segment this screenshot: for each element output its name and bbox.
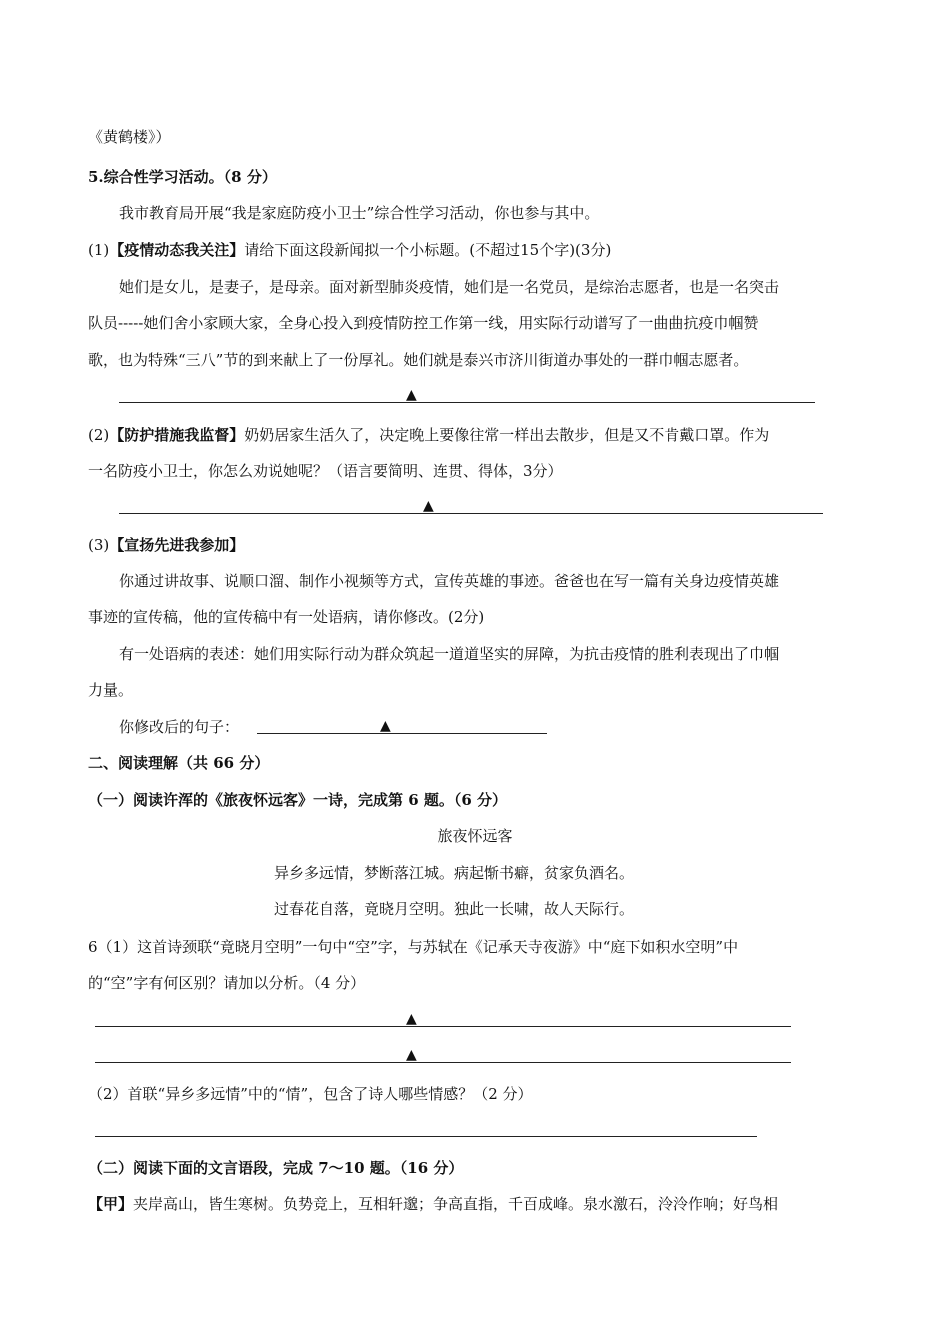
- section-2-title: 二、阅读理解（共 66 分）: [88, 754, 270, 772]
- answer-marker-icon: ▲: [380, 718, 391, 734]
- q5-3-heading: [88, 535, 244, 555]
- answer-marker-icon: ▲: [406, 387, 417, 403]
- poem-line-1: 异乡多远情，梦断落江城。病起惭书癖，贫家负酒名。: [274, 864, 635, 882]
- passage-jia-line-1: [88, 1194, 778, 1214]
- q6-2-prompt: （2）首联“异乡多远情”中的“情”，包含了诗人哪些情感？（2 分）: [88, 1085, 533, 1103]
- part-2-title: （二）阅读下面的文言语段，完成 7～10 题。（16 分）: [88, 1159, 464, 1177]
- q5-1-answer-line[interactable]: [119, 402, 815, 403]
- news-line-2: 队员-----她们舍小家顾大家，全身心投入到疫情防控工作第一线，用实际行动谱写了一曲曲抗疫巾帼赞: [88, 314, 759, 332]
- q6-1-line-1: 6（1）这首诗颈联“竟晓月空明”一句中“空”字，与苏轼在《记承天寺夜游》中“庭下如积水空明”中: [88, 938, 739, 956]
- q5-3-text-line-1: 你通过讲故事、说顺口溜、制作小视频等方式，宣传英雄的事迹。爸爸也在写一篇有关身边疫情英雄: [119, 572, 780, 590]
- sick-sentence-line-2: 力量。: [88, 681, 134, 699]
- q5-2-number: (2): [88, 426, 110, 444]
- answer-marker-icon: ▲: [406, 1011, 417, 1027]
- revise-label: 你修改后的句子：: [119, 718, 240, 736]
- news-line-3: 歌，也为特殊“三八”节的到来献上了一份厚礼。她们就是泰兴市济川街道办事处的一群巾帼志愿者。: [88, 351, 749, 369]
- q5-2-prompt-line-2: 一名防疫小卫士，你怎么劝说她呢？（语言要简明、连贯、得体，3分）: [88, 462, 563, 480]
- q5-1-prompt: [88, 240, 611, 260]
- q6-1-line-2: 的“空”字有何区别？请加以分析。（4 分）: [88, 974, 366, 992]
- answer-marker-icon: ▲: [406, 1047, 417, 1063]
- part-1-title: （一）阅读许浑的《旅夜怀远客》一诗，完成第 6 题。（6 分）: [88, 791, 508, 809]
- previous-question-fragment: 《黄鹤楼》）: [88, 128, 171, 146]
- q5-1-number: (1): [88, 241, 110, 259]
- q5-intro: 我市教育局开展“我是家庭防疫小卫士”综合性学习活动，你也参与其中。: [119, 204, 600, 222]
- news-line-1: 她们是女儿，是妻子，是母亲。面对新型肺炎疫情，她们是一名党员，是综治志愿者，也是一名突击: [119, 278, 780, 296]
- q5-3-tag: 【宣扬先进我参加】: [109, 536, 245, 554]
- q5-3-text-line-2: 事迹的宣传稿，他的宣传稿中有一处语病，请你修改。(2分): [88, 608, 485, 626]
- q5-3-answer-line[interactable]: [257, 733, 547, 734]
- passage-jia-text: 夹岸高山，皆生寒树。负势竞上，互相轩邈；争高直指，千百成峰。泉水激石，泠泠作响；好鸟相: [133, 1195, 779, 1213]
- q6-2-answer-line[interactable]: [95, 1136, 757, 1137]
- q5-2-text: 奶奶居家生活久了，决定晚上要像往常一样出去散步，但是又不肯戴口罩。作为: [244, 426, 770, 444]
- sick-sentence-line-1: 有一处语病的表述：她们用实际行动为群众筑起一道道坚实的屏障，为抗击疫情的胜利表现出了巾帼: [119, 645, 780, 663]
- q5-2-answer-line[interactable]: [119, 513, 823, 514]
- q5-1-tag: 【疫情动态我关注】: [109, 241, 245, 259]
- answer-marker-icon: ▲: [423, 498, 434, 514]
- q6-1-answer-line-1[interactable]: [95, 1026, 791, 1027]
- q5-3-number: (3): [88, 536, 110, 554]
- q5-2-prompt-line-1: [88, 425, 769, 445]
- q5-title: 5.综合性学习活动。（8 分）: [88, 168, 277, 186]
- poem-line-2: 过春花自落，竟晓月空明。独此一长啸，故人天际行。: [274, 900, 635, 918]
- q5-2-tag: 【防护措施我监督】: [109, 426, 245, 444]
- q6-1-answer-line-2[interactable]: [95, 1062, 791, 1063]
- passage-jia-tag: 【甲】: [88, 1195, 134, 1213]
- q5-1-text: 请给下面这段新闻拟一个小标题。(不超过15个字)(3分): [244, 241, 612, 259]
- poem-title: 旅夜怀远客: [437, 827, 513, 845]
